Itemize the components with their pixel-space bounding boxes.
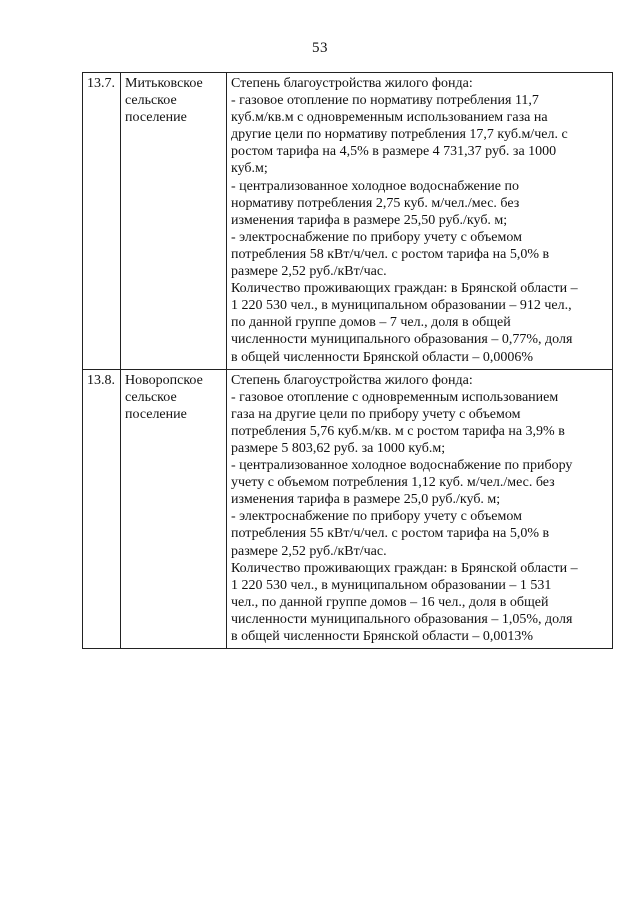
description-line: Степень благоустройства жилого фонда: — [231, 372, 473, 388]
description-line: - централизованное холодное водоснабжение по прибору — [231, 458, 573, 474]
settlement-name-cell — [121, 73, 227, 370]
description-line: Количество проживающих граждан: в Брянской области – — [231, 281, 578, 297]
table-row — [83, 73, 613, 370]
description-line: потребления 58 кВт/ч/чел. с ростом тарифа на 5,0% в — [231, 246, 550, 262]
description-line: потребления 5,76 куб.м/кв. м с ростом тарифа на 3,9% в — [231, 423, 565, 439]
description-line: другие цели по нормативу потребления 17,7 куб.м/чел. с — [231, 127, 568, 143]
description-line: - газовое отопление по нормативу потребления 11,7 — [231, 93, 539, 109]
description-line: размере 2,52 руб./кВт/час. — [231, 543, 387, 559]
row-number: 13.8. — [87, 372, 115, 388]
row-number-cell — [83, 369, 121, 649]
row-number-cell — [83, 73, 121, 370]
description-line: нормативу потребления 2,75 куб. м/чел./мес. без — [231, 195, 520, 211]
settlement-name-line: поселение — [125, 406, 187, 422]
description-line: чел., по данной группе домов – 16 чел., доля в общей — [231, 594, 549, 610]
description-line: в общей численности Брянской области – 0,0006% — [231, 349, 534, 365]
description-line: размере 5 803,62 руб. за 1000 куб.м; — [231, 440, 446, 456]
settlement-name-line: сельское — [125, 389, 177, 405]
description-line: Количество проживающих граждан: в Брянской области – — [231, 560, 578, 576]
description-line: куб.м/кв.м с одновременным использованием газа на — [231, 110, 548, 126]
description-line: - централизованное холодное водоснабжение по — [231, 178, 519, 194]
description-text — [231, 75, 608, 366]
settlement-name-line: Митьковское — [125, 76, 203, 91]
description-line: размере 2,52 руб./кВт/час. — [231, 264, 387, 280]
settlement-name-line: поселение — [125, 110, 187, 126]
description-line: в общей численности Брянской области – 0,0013% — [231, 629, 534, 644]
settlement-name-cell — [121, 369, 227, 649]
description-line: ростом тарифа на 4,5% в размере 4 731,37 руб. за 1000 — [231, 144, 557, 160]
description-line: - электроснабжение по прибору учету с объемом — [231, 229, 522, 245]
description-line: - газовое отопление с одновременным использованием — [231, 389, 559, 405]
description-line: Степень благоустройства жилого фонда: — [231, 76, 473, 91]
description-line: потребления 55 кВт/ч/чел. с ростом тарифа на 5,0% в — [231, 526, 550, 542]
description-line: по данной группе домов – 7 чел., доля в общей — [231, 315, 511, 331]
description-text — [231, 372, 608, 646]
settlements-table — [82, 72, 613, 649]
description-line: численности муниципального образования – 0,77%, доля — [231, 332, 573, 348]
description-line: изменения тарифа в размере 25,0 руб./куб. м; — [231, 492, 501, 508]
page-number: 53 — [312, 40, 328, 56]
description-line: учету с объемом потребления 1,12 куб. м/чел./мес. без — [231, 475, 555, 491]
description-line: газа на другие цели по прибору учету с объемом — [231, 406, 521, 422]
settlement-name-line: сельское — [125, 93, 177, 109]
description-line: 1 220 530 чел., в муниципальном образовании – 1 531 — [231, 577, 552, 593]
description-cell — [227, 369, 613, 649]
description-cell — [227, 73, 613, 370]
description-line: - электроснабжение по прибору учету с объемом — [231, 509, 522, 525]
settlement-name-line: Новоропское — [125, 372, 203, 388]
description-line: численности муниципального образования – 1,05%, доля — [231, 611, 573, 627]
description-line: изменения тарифа в размере 25,50 руб./куб. м; — [231, 212, 508, 228]
description-line: 1 220 530 чел., в муниципальном образовании – 912 чел., — [231, 298, 572, 314]
table-row — [83, 369, 613, 649]
row-number: 13.7. — [87, 76, 115, 91]
description-line: куб.м; — [231, 161, 268, 177]
